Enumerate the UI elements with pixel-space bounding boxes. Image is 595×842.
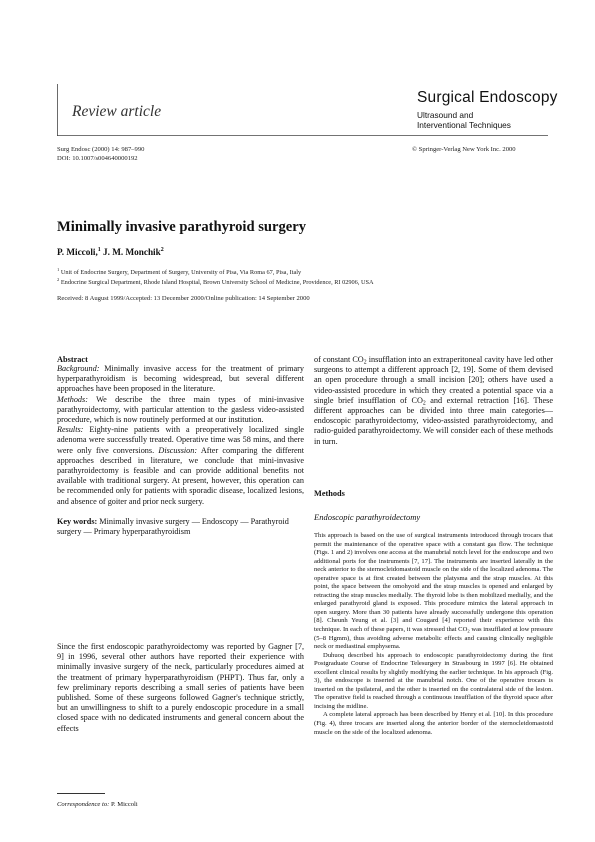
author-name: P. Miccoli, (57, 247, 98, 258)
abstract-methods-text: We describe the three main types of mini-invasive parathyroidectomy, with particular attention to the gasless video-assisted procedure, which is now routinely performed at our institution. (57, 394, 304, 425)
intro-continuation (314, 355, 553, 447)
section-label: Review article (72, 103, 162, 120)
subscript: 2 (363, 359, 367, 366)
affiliation-text: Unit of Endocrine Surgery, Department of Surgery, University of Pisa, Via Roma 67, Pisa, Italy (60, 269, 302, 277)
doi: DOI: 10.1007/s004640000192 (57, 155, 138, 162)
methods-body (314, 532, 553, 737)
affiliation (57, 277, 374, 286)
methods-subheading: Endoscopic parathyroidectomy (314, 512, 421, 522)
copyright: © Springer-Verlag New York Inc. 2000 (412, 146, 516, 153)
methods-paragraph (314, 532, 553, 652)
methods-heading: Methods (314, 489, 345, 498)
subscript: 2 (467, 628, 470, 634)
affiliation-sup: 2 (57, 277, 60, 282)
affiliation-sup: 1 (57, 267, 60, 272)
article-dates: Received: 8 August 1999/Accepted: 13 December 2000/Online publication: 14 September 2000 (57, 295, 310, 302)
keywords-text: Minimally invasive surgery — Endoscopy — Parathyroid surgery — Primary hyperparathyroidism (57, 516, 289, 537)
journal-logo-title: Surgical Endoscopy (417, 89, 558, 106)
methods-text-part: This approach is based on the use of surgical instruments introduced through trocars that permit the maintenance of the operative space with a constant gas flow. The technique (Figs. 1 and 2) involves one access at the manubrial notch level for the endoscope and two additional ports for the instruments [7, 17]. The instruments are inserted laterally in the neck anterior to the sternocleidomastoid muscle on the side of the localized adenoma. The operative space is at first created between the platysma and the strap muscles. At this point, the space between the omohyoid and the strap muscles is opened and enlarged by retracting the strap muscles medially. The thyroid lobe is then mobilized medially, and the enlarged parathyroid gland is exposed. This procedure mimics the lateral approach in open surgery. More than 30 patients have already successfully undergone this operation [8]. Cheunh Yeung et al. [3] and Cougard [4] reported their experience with this technique. In each of these papers, it was stressed that CO (314, 532, 553, 634)
keywords (57, 517, 304, 537)
author-sup: 2 (160, 247, 164, 253)
journal-logo-subtitle-1: Ultrasound and (417, 110, 474, 120)
abstract-results-text: Eighty-nine patients with a preoperatively localized single adenoma were successfully treated. Operative time was 58 mins, and there were only five conversions. (57, 425, 305, 455)
abstract-body (57, 364, 304, 507)
abstract-block (57, 355, 304, 537)
citation: Surg Endosc (2000) 14: 987–990 (57, 146, 145, 153)
abstract-discussion-text: After comparing the different approaches described in literature, we conclude that mini-invasive parathyroidectomy is feasible and can provide additional benefits not available with traditional surgery. At present, however, this operation can be recommended only for patients with sporadic disease, localized lesions, and absence of goiter and prior neck surgery. (57, 445, 304, 506)
methods-paragraph: A complete lateral approach has been described by Henry et al. [10]. In this procedure (Fig. 4), three trocars are inserted along the anterior border of the sternocleidomastoid muscle on the side of the localized adenoma. (314, 711, 553, 736)
abstract-discussion-label: Discussion: (158, 445, 198, 455)
author-sup: 1 (97, 247, 101, 253)
methods-text-part: was insufflated at low pressure (5–8 Hgmm), thus avoiding adverse metabolic effects and causing clinically negligible neck or mediastinal emphysema. (314, 626, 553, 651)
journal-logo-subtitle-2: Interventional Techniques (417, 120, 511, 130)
abstract-background-label: Background: (57, 364, 100, 373)
methods-paragraph: Duhuoq described his approach to endoscopic parathyroidectomy during the first Postgraduate Course of Endocrine Telesurgery in Strasbourg in 1997 [6]. He obtained excellent clinical results by slightly modifying the earlier technique. In his approach (Fig. 3), the endoscope is inserted at the manubrial notch. One of the operative trocars is inserted on the ipsilateral, and the other is inserted on the contralateral side of the lesion. The operative field is reached through a continuous insufflation of the thyroid space after incising the midline. (314, 651, 553, 710)
abstract-background-text: Minimally invasive access for the treatment of primary hyperparathyroidism is becoming widespread, but several different approaches have been proposed in the literature. (57, 364, 305, 394)
correspondence-name: P. Miccoli (110, 801, 138, 808)
correspondence-note (57, 801, 138, 808)
abstract-results-label: Results: (57, 425, 84, 435)
author-name: J. M. Monchik (103, 247, 161, 258)
keywords-label: Key words: (57, 516, 98, 526)
correspondence-label: Correspondence to: (57, 801, 110, 808)
abstract-heading: Abstract (57, 355, 88, 364)
intro-text-part: insufflation into an extraperitoneal cavity have led other surgeons to attempt a different approach [2, 19]. Some of them devised an open procedure through a small incision [20]; others have used a video-assisted procedure in which they created a potential space via a single brief insufflation of CO (314, 355, 553, 405)
abstract-methods-label: Methods: (57, 394, 88, 404)
affiliation (57, 267, 301, 276)
author-list (57, 247, 164, 257)
intro-text-part: and external retraction [16]. These different approaches can be divided into three main categories—endoscopic parathyroidectomy, video-assisted parathyroidectomy, and radio-guided parathyroidectomy. We will consider each of these methods in turn. (314, 395, 553, 446)
affiliation-text: Endocrine Surgical Department, Rhode Island Hospital, Brown University School of Medicine, Providence, RI 02906, USA (60, 279, 374, 287)
footnote-rule (57, 793, 105, 794)
subscript: 2 (422, 400, 426, 407)
intro-paragraph: Since the first endoscopic parathyroidectomy was reported by Gagner [7, 9] in 1996, several other authors have reported their experience with minimally invasive surgery of the neck, particularly procedures aimed at the treatment of primary hyperparathyroidism (PHPT). Thus far, only a few preliminary reports describing a small series of patients have been published. Some of these surgeons followed Gagner's technique strictly, but an unwillingness to shift to a purely endoscopic procedure in a small closed space with no dedicated instruments and general concern about the effects (57, 642, 304, 733)
intro-text-part: of constant CO (314, 355, 364, 364)
article-title: Minimally invasive parathyroid surgery (57, 219, 307, 235)
